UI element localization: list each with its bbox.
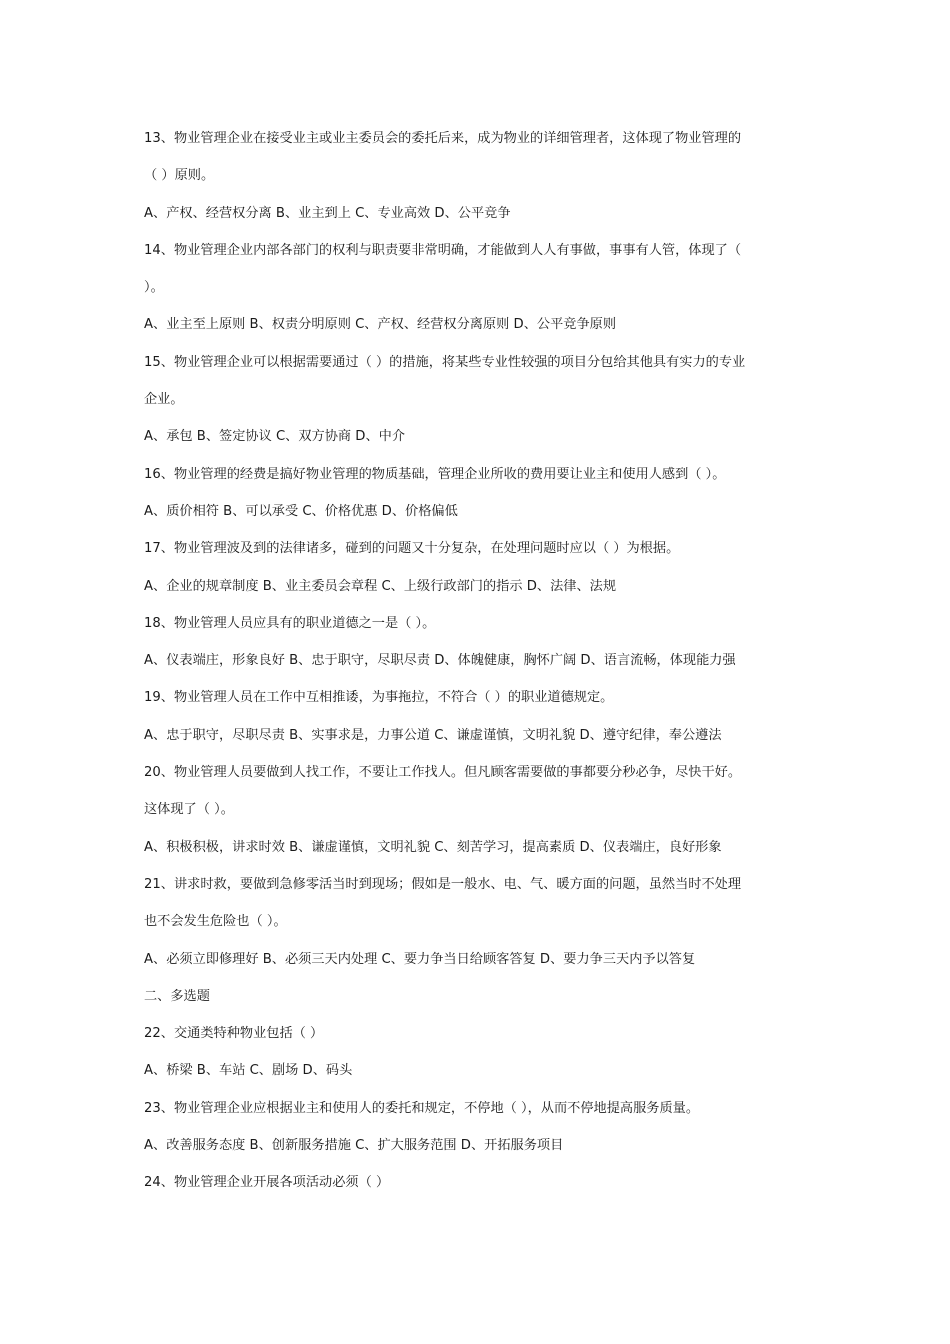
q19-stem: 19、物业管理人员在工作中互相推诿，为事拖拉，不符合（ ）的职业道德规定。 xyxy=(144,690,614,706)
section-heading: 二、多选题 xyxy=(144,988,210,1004)
question-text xyxy=(144,120,804,1202)
q14-options: A、业主至上原则 B、权责分明原则 C、产权、经营权分离原则 D、公平竞争原则 xyxy=(144,317,617,333)
q13-stem-line1: 13、物业管理企业在接受业主或业主委员会的委托后来，成为物业的详细管理者，这体现了物业管理的 xyxy=(144,131,742,146)
q21-stem-line1: 21、讲求时救，要做到急修零活当时到现场；假如是一般水、电、气、暖方面的问题，虽然当时不处理 xyxy=(144,876,742,892)
q20-stem-line2: 这体现了（ ）。 xyxy=(144,802,234,818)
q17-options: A、企业的规章制度 B、业主委员会章程 C、上级行政部门的指示 D、法律、法规 xyxy=(144,578,617,594)
q14-stem-line1: 14、物业管理企业内部各部门的权利与职责要非常明确，才能做到人人有事做，事事有人管，体现了（ xyxy=(144,242,742,258)
q18-options: A、仪表端庄，形象良好 B、忠于职守，尽职尽责 D、体魄健康，胸怀广阔 D、语言流畅，体现能力强 xyxy=(144,653,736,669)
q22-stem: 22、交通类特种物业包括（ ） xyxy=(144,1026,324,1042)
q15-stem-line1: 15、物业管理企业可以根据需要通过（ ）的措施，将某些专业性较强的项目分包给其他具有实力的专业 xyxy=(144,354,746,370)
q24-stem: 24、物业管理企业开展各项活动必须（ ） xyxy=(144,1175,390,1191)
q13-stem-line2: （ ）原则。 xyxy=(144,168,215,184)
q15-stem-line2: 企业。 xyxy=(144,392,184,408)
q17-stem: 17、物业管理波及到的法律诸多，碰到的问题又十分复杂，在处理问题时应以（ ）为根据。 xyxy=(144,541,680,557)
q18-stem: 18、物业管理人员应具有的职业道德之一是（ ）。 xyxy=(144,615,436,631)
q20-stem-line1: 20、物业管理人员要做到人找工作，不要让工作找人。但凡顾客需要做的事都要分秒必争，尽快干好。 xyxy=(144,765,742,781)
q15-options: A、承包 B、签定协议 C、双方协商 D、中介 xyxy=(144,429,406,445)
q23-options: A、改善服务态度 B、创新服务措施 C、扩大服务范围 D、开拓服务项目 xyxy=(144,1138,564,1154)
q23-stem: 23、物业管理企业应根据业主和使用人的委托和规定，不停地（ ），从而不停地提高服务质量。 xyxy=(144,1100,700,1116)
q22-options: A、桥梁 B、车站 C、剧场 D、码头 xyxy=(144,1063,353,1079)
q16-options: A、质价相符 B、可以承受 C、价格优惠 D、价格偏低 xyxy=(144,503,458,519)
q16-stem: 16、物业管理的经费是搞好物业管理的物质基础，管理企业所收的费用要让业主和使用人感到（ ）。 xyxy=(144,466,726,482)
q14-stem-line2: ）。 xyxy=(144,280,164,296)
q20-options: A、积极积极，讲求时效 B、谦虚谨慎，文明礼貌 C、刻苦学习，提高素质 D、仪表端庄，良好形象 xyxy=(144,839,722,855)
q13-options: A、产权、经营权分离 B、业主到上 C、专业高效 D、公平竞争 xyxy=(144,205,511,221)
q21-options: A、必须立即修理好 B、必须三天内处理 C、要力争当日给顾客答复 D、要力争三天内予以答复 xyxy=(144,951,696,967)
q19-options: A、忠于职守，尽职尽责 B、实事求是，力事公道 C、谦虚谨慎，文明礼貌 D、遵守纪律，奉公遵法 xyxy=(144,727,722,743)
q21-stem-line2: 也不会发生危险也（ ）。 xyxy=(144,914,287,930)
